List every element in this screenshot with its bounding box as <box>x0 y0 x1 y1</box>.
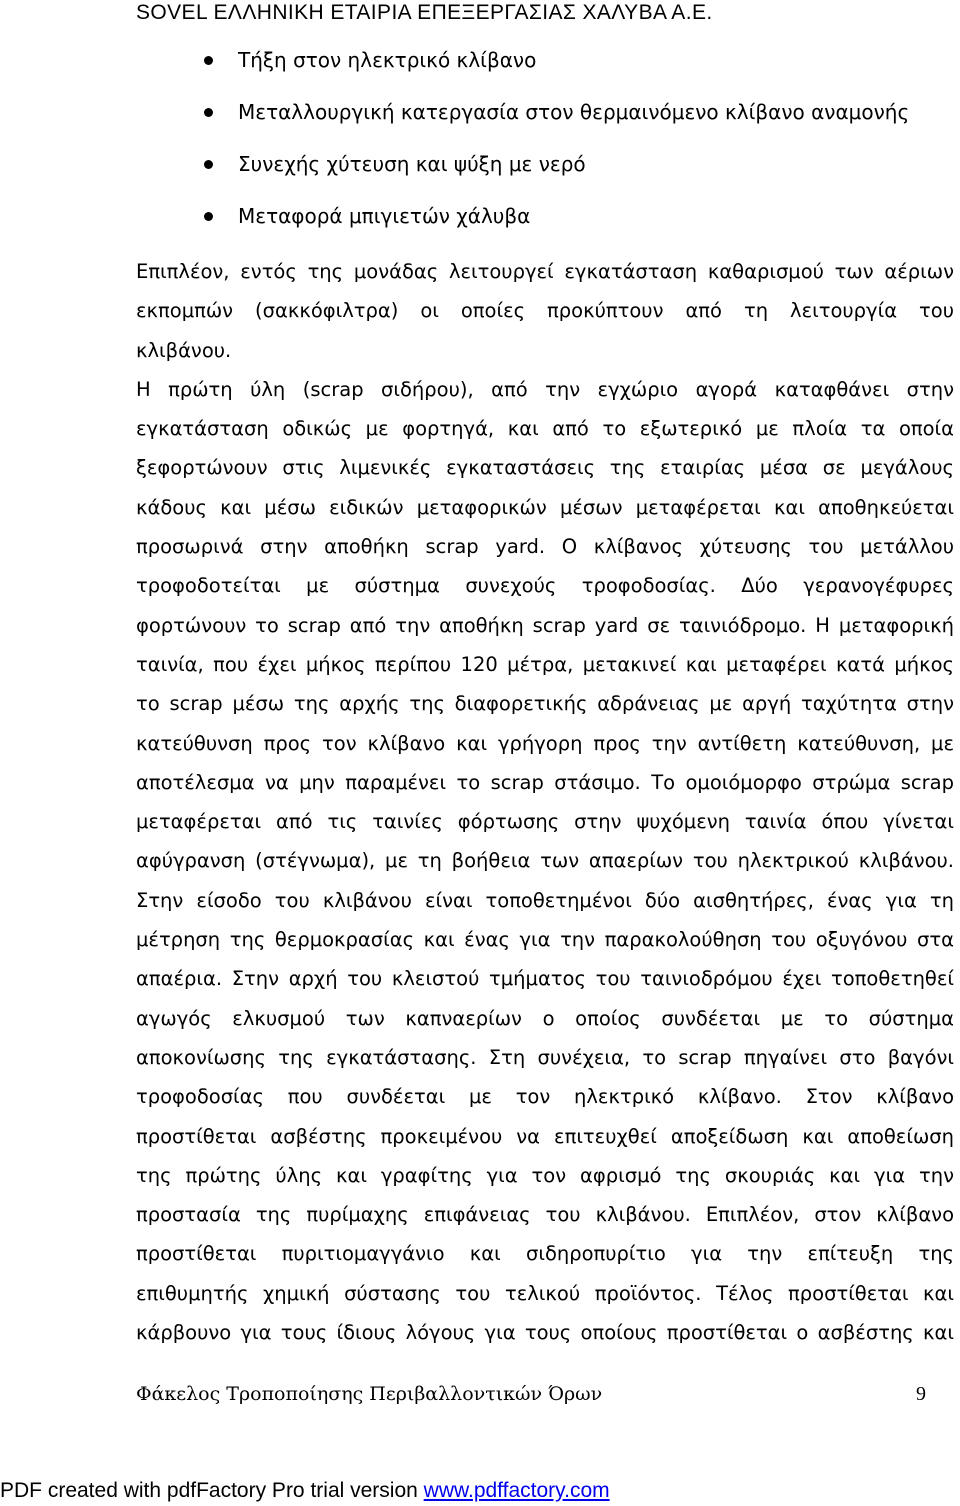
body-line: κάδους και μέσω ειδικών μεταφορικών μέσων μεταφέρεται και αποθηκεύεται <box>136 495 954 519</box>
body-line: επιθυμητής χημική σύστασης του τελικού προϊόντος. Τέλος προστίθεται και <box>136 1281 954 1305</box>
pdffactory-link[interactable]: www.pdffactory.com <box>423 1479 610 1502</box>
body-line: αγωγός ελκυσμού των καπναερίων ο οποίος συνδέεται με το σύστημα <box>136 1006 954 1030</box>
body-line: της πρώτης ύλης και γραφίτης για τον αφρισμό της σκουριάς και για την <box>136 1163 954 1187</box>
body-line: το scrap μέσω της αρχής της διαφορετικής αδράνειας με αργή ταχύτητα στην <box>136 692 954 716</box>
body-line: αφύγρανση (στέγνωμα), με τη βοήθεια των απαερίων του ηλεκτρικού κλιβάνου. <box>136 849 954 873</box>
body-line: κάρβουνο για τους ίδιους λόγους για τους οποίους προστίθεται ο ασβέστης και <box>136 1321 954 1345</box>
bullet-dot-icon <box>204 212 213 221</box>
bullet-text: Μεταφορά μπιγιετών χάλυβα <box>238 204 531 228</box>
footer-title: Φάκελος Τροποποίησης Περιβαλλοντικών Όρων <box>136 1383 603 1405</box>
body-line: μέτρηση της θερμοκρασίας και ένας για την παρακολούθηση του οξυγόνου στα <box>136 928 954 952</box>
body-line: Επιπλέον, εντός της μονάδας λειτουργεί εγκατάσταση καθαρισμού των αέριων <box>136 260 954 283</box>
body-line: προστίθεται πυριτιομαγγάνιο και σιδηροπυρίτιο για την επίτευξη της <box>136 1242 954 1266</box>
body-line: Η πρώτη ύλη (scrap σιδήρου), από την εγχώριο αγορά καταφθάνει στην <box>136 377 954 401</box>
body-line: ταινία, που έχει μήκος περίπου 120 μέτρα, μετακινεί και μεταφέρει κατά μήκος <box>136 652 954 676</box>
bullet-item <box>0 190 960 242</box>
body-line: εκπομπών (σακκόφιλτρα) οι οποίες προκύπτουν από τη λειτουργία του <box>136 299 954 323</box>
bullet-dot-icon <box>204 56 213 65</box>
body-line: ξεφορτώνουν στις λιμενικές εγκαταστάσεις της εταιρίας μέσα σε μεγάλους <box>136 456 954 480</box>
bullet-text: Συνεχής χύτευση και ψύξη με νερό <box>238 152 586 176</box>
body-line: τροφοδοτείται με σύστημα συνεχούς τροφοδοσίας. Δύο γερανογέφυρες <box>136 574 954 598</box>
body-line: αποτέλεσμα να μην παραμένει το scrap στάσιμο. Το ομοιόμορφο στρώμα scrap <box>136 770 954 794</box>
bullet-item <box>0 34 960 86</box>
pdf-trial-banner <box>0 1476 610 1506</box>
body-line: προστίθεται ασβέστης προκειμένου να επιτευχθεί αποξείδωση και αποθείωση <box>136 1124 954 1148</box>
bullet-dot-icon <box>204 108 213 117</box>
body-line: τροφοδοσίας που συνδέεται με τον ηλεκτρικό κλίβανο. Στον κλίβανο <box>136 1085 954 1109</box>
body-line: απαέρια. Στην αρχή του κλειστού τμήματος του ταινιοδρόμου έχει τοποθετηθεί <box>136 967 954 991</box>
process-bullet-list <box>0 34 960 242</box>
body-paragraphs <box>136 252 954 1352</box>
bullet-text: Τήξη στον ηλεκτρικό κλίβανο <box>238 48 537 72</box>
body-line: αποκονίωσης της εγκατάστασης. Στη συνέχεια, το scrap πηγαίνει στο βαγόνι <box>136 1045 954 1069</box>
body-line: κατεύθυνση προς τον κλίβανο και γρήγορη προς την αντίθετη κατεύθυνση, με <box>136 731 954 755</box>
page-footer <box>136 1380 926 1408</box>
bullet-item <box>0 86 960 138</box>
document-header: SOVEL ΕΛΛΗΝΙΚΗ ΕΤΑΙΡΙΑ ΕΠΕΞΕΡΓΑΣΙΑΣ ΧΑΛΥΒΑ Α.Ε. <box>136 1 713 24</box>
body-line: προστασία της πυρίμαχης επιφάνειας του κλιβάνου. Επιπλέον, στον κλίβανο <box>136 1203 954 1227</box>
page-number: 9 <box>916 1383 926 1405</box>
body-line: προσωρινά στην αποθήκη scrap yard. Ο κλίβανος χύτευσης του μετάλλου <box>136 535 954 559</box>
body-line: κλιβάνου. <box>136 338 232 362</box>
bullet-text: Μεταλλουργική κατεργασία στον θερμαινόμενο κλίβανο αναμονής <box>238 100 910 124</box>
body-line: εγκατάσταση οδικώς με φορτηγά, και από το εξωτερικό με πλοία τα οποία <box>136 417 954 441</box>
pdf-banner-text: PDF created with pdfFactory Pro trial version <box>0 1479 424 1502</box>
body-line: φορτώνουν το scrap από την αποθήκη scrap yard σε ταινιόδρομο. Η μεταφορική <box>136 613 954 637</box>
body-line: μεταφέρεται από τις ταινίες φόρτωσης στην ψυχόμενη ταινία όπου γίνεται <box>136 810 954 834</box>
body-line: Στην είσοδο του κλιβάνου είναι τοποθετημένοι δύο αισθητήρες, ένας για τη <box>136 888 954 912</box>
bullet-item <box>0 138 960 190</box>
bullet-dot-icon <box>204 160 213 169</box>
